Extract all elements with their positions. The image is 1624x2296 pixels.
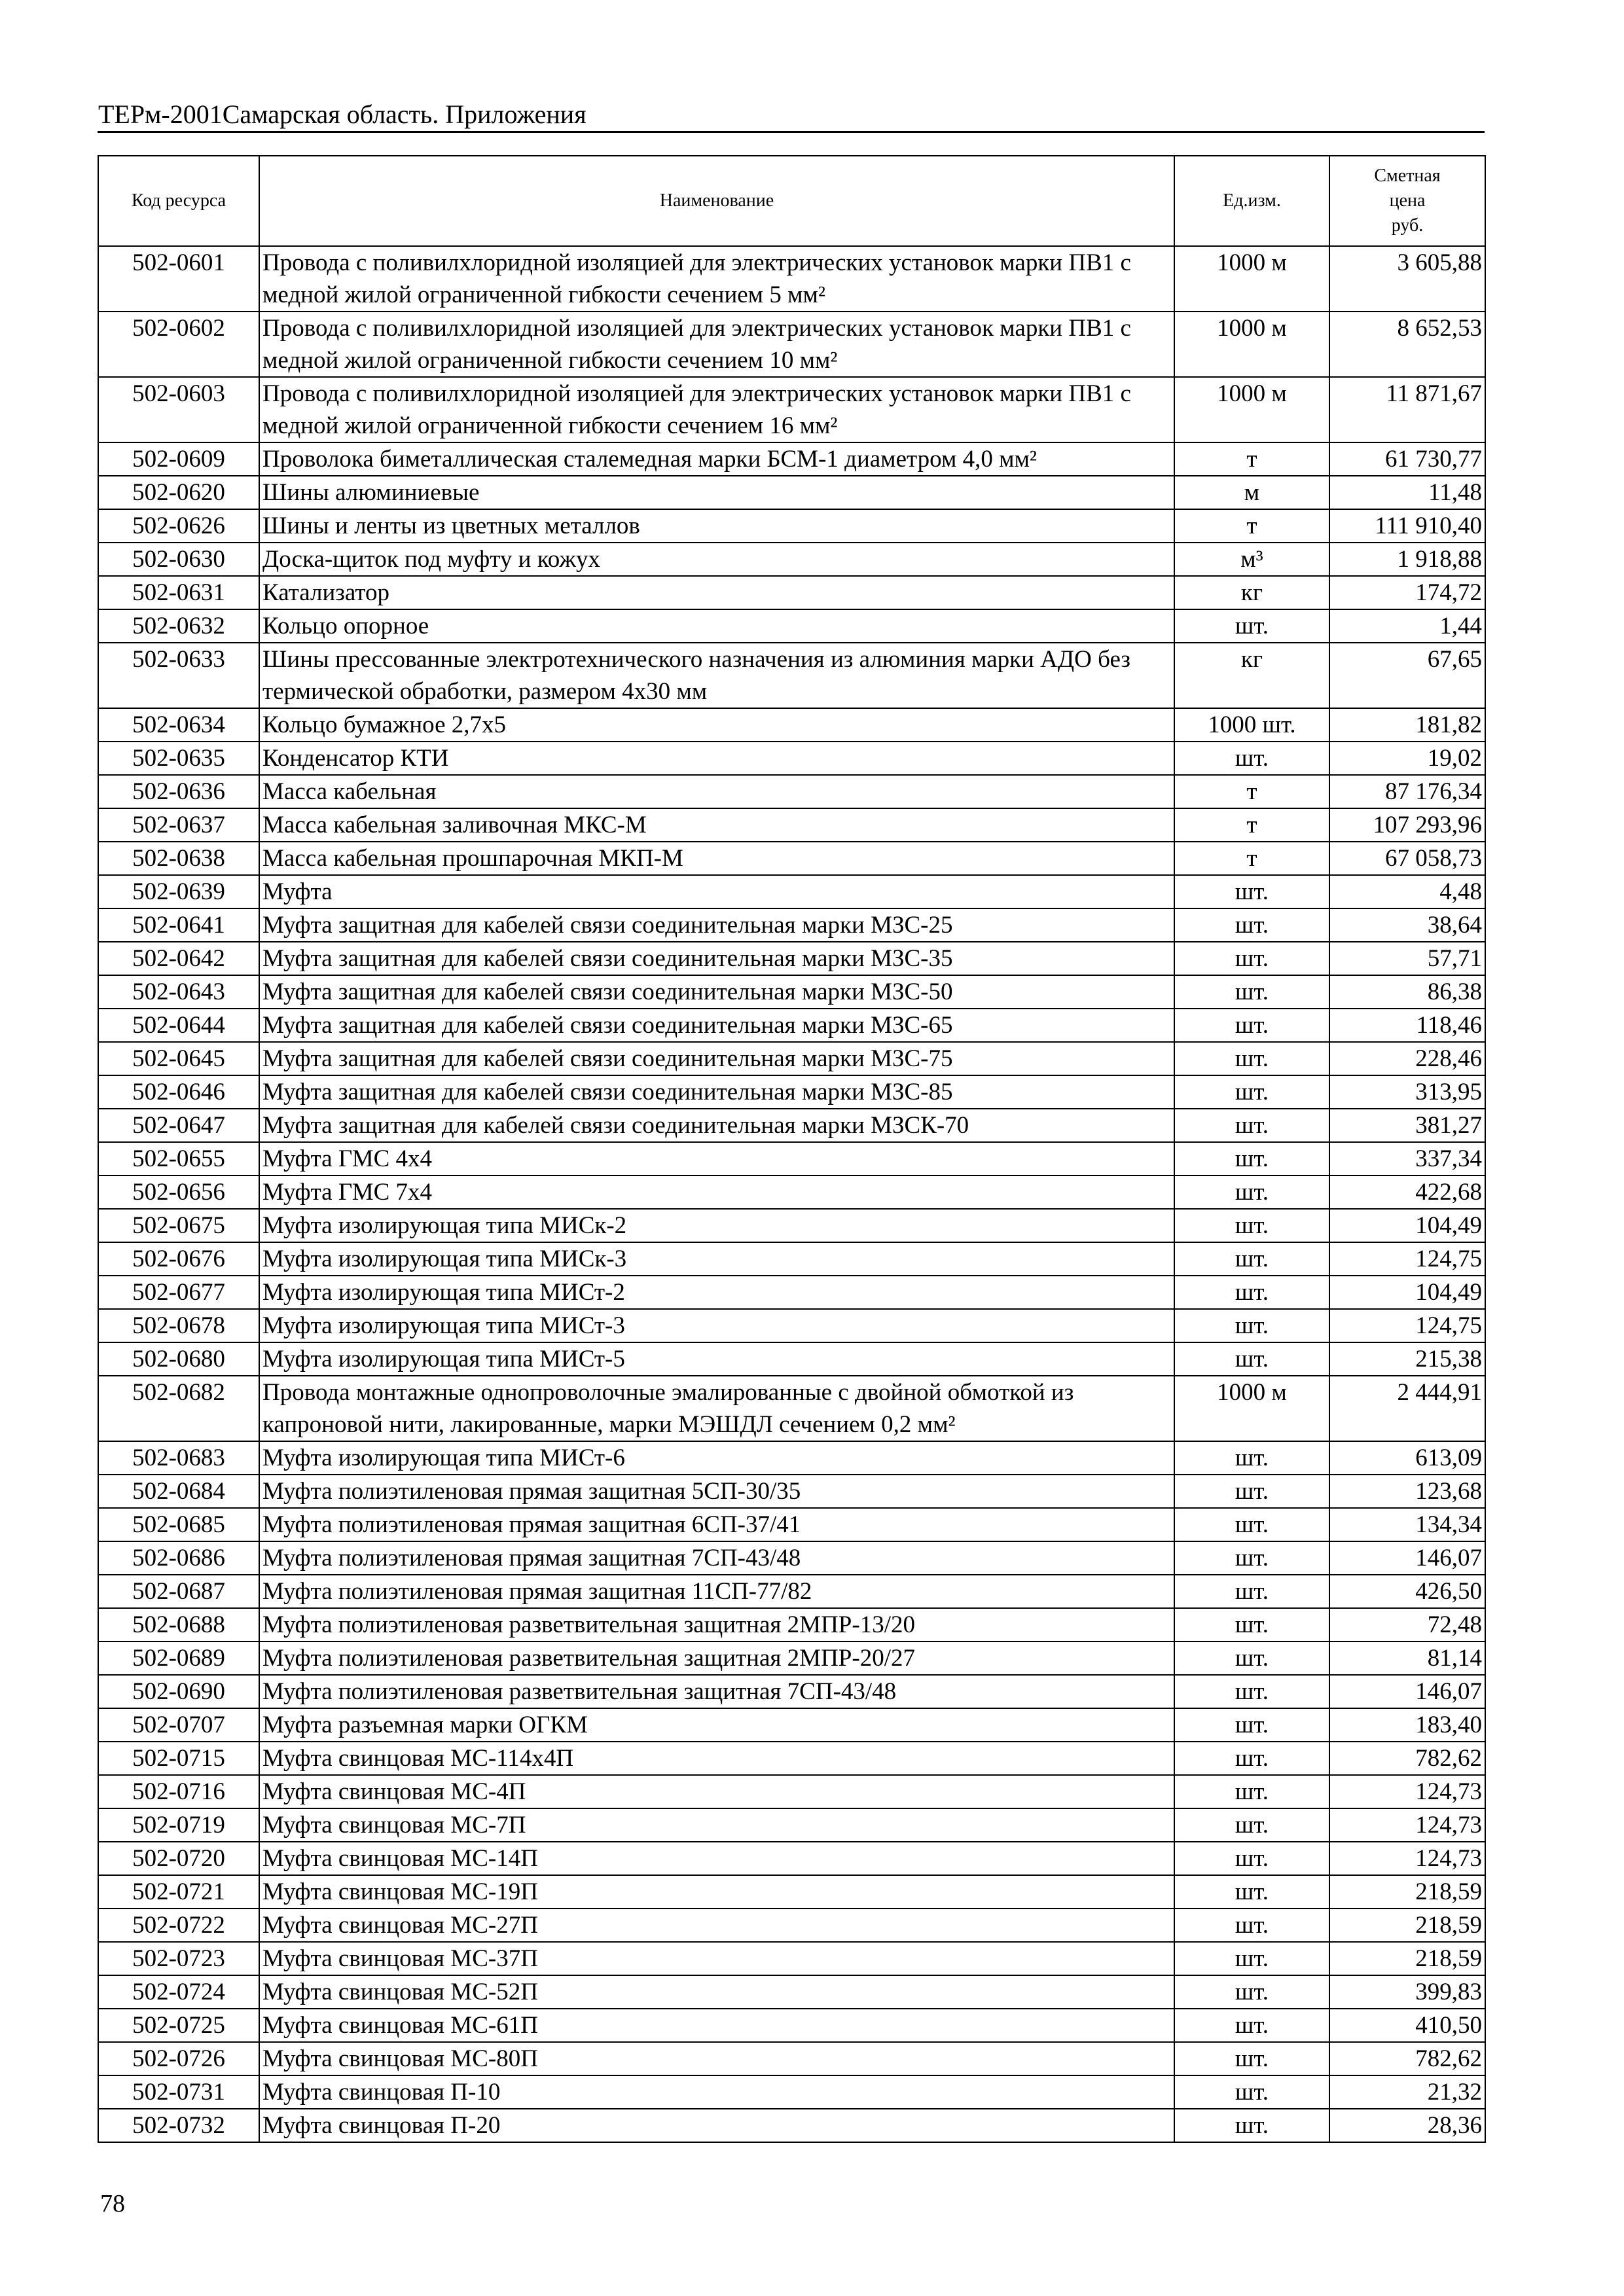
cell-code: 502-0602 xyxy=(98,312,259,377)
cell-name: Муфта свинцовая МС-114х4П xyxy=(259,1742,1174,1775)
cell-code: 502-0724 xyxy=(98,1975,259,2009)
col-header-price xyxy=(1329,156,1485,246)
table-body xyxy=(98,246,1485,2142)
cell-unit: шт. xyxy=(1174,1975,1329,2009)
cell-unit: шт. xyxy=(1174,1441,1329,1475)
cell-unit: кг xyxy=(1174,643,1329,708)
cell-unit: шт. xyxy=(1174,1541,1329,1575)
cell-price: 67,65 xyxy=(1329,643,1485,708)
cell-code: 502-0636 xyxy=(98,775,259,808)
table-row xyxy=(98,1641,1485,1675)
cell-unit: т xyxy=(1174,775,1329,808)
cell-unit: шт. xyxy=(1174,742,1329,775)
cell-price: 218,59 xyxy=(1329,1942,1485,1975)
table-row xyxy=(98,742,1485,775)
cell-code: 502-0630 xyxy=(98,543,259,576)
cell-price: 134,34 xyxy=(1329,1508,1485,1541)
cell-price: 72,48 xyxy=(1329,1608,1485,1641)
cell-unit: м xyxy=(1174,476,1329,509)
cell-price: 86,38 xyxy=(1329,975,1485,1009)
cell-code: 502-0722 xyxy=(98,1909,259,1942)
cell-unit: шт. xyxy=(1174,1742,1329,1775)
cell-code: 502-0707 xyxy=(98,1708,259,1742)
cell-unit: шт. xyxy=(1174,2042,1329,2075)
cell-code: 502-0731 xyxy=(98,2075,259,2109)
cell-price: 124,75 xyxy=(1329,1242,1485,1276)
cell-code: 502-0626 xyxy=(98,509,259,543)
cell-name: Муфта свинцовая МС-80П xyxy=(259,2042,1174,2075)
cell-code: 502-0721 xyxy=(98,1875,259,1909)
cell-price: 124,75 xyxy=(1329,1309,1485,1342)
cell-name: Муфта полиэтиленовая разветвительная защитная 2МПР-20/27 xyxy=(259,1641,1174,1675)
col-header-price-line3: руб. xyxy=(1391,215,1424,236)
cell-unit: т xyxy=(1174,842,1329,875)
cell-code: 502-0633 xyxy=(98,643,259,708)
table-row xyxy=(98,1508,1485,1541)
cell-name: Муфта изолирующая типа МИСк-3 xyxy=(259,1242,1174,1276)
cell-code: 502-0726 xyxy=(98,2042,259,2075)
table-row xyxy=(98,543,1485,576)
cell-unit: шт. xyxy=(1174,1142,1329,1175)
cell-name: Шины алюминиевые xyxy=(259,476,1174,509)
cell-price: 782,62 xyxy=(1329,1742,1485,1775)
page-number: 78 xyxy=(100,2190,125,2217)
cell-code: 502-0637 xyxy=(98,808,259,842)
table-row xyxy=(98,708,1485,742)
cell-name: Муфта свинцовая МС-14П xyxy=(259,1842,1174,1875)
cell-price: 337,34 xyxy=(1329,1142,1485,1175)
cell-code: 502-0720 xyxy=(98,1842,259,1875)
cell-name: Провода с поливилхлоридной изоляцией для электрических установок марки ПВ1 с медной жилой ограниченной гибкости сечением 16 мм² xyxy=(259,377,1174,442)
table-row xyxy=(98,1575,1485,1608)
cell-price: 118,46 xyxy=(1329,1009,1485,1042)
cell-code: 502-0631 xyxy=(98,576,259,609)
cell-name: Муфта свинцовая П-20 xyxy=(259,2109,1174,2142)
cell-code: 502-0643 xyxy=(98,975,259,1009)
cell-name: Муфта защитная для кабелей связи соединительная марки МЗС-35 xyxy=(259,942,1174,975)
cell-code: 502-0683 xyxy=(98,1441,259,1475)
table-row xyxy=(98,1009,1485,1042)
cell-unit: т xyxy=(1174,509,1329,543)
cell-code: 502-0601 xyxy=(98,246,259,312)
cell-name: Провода монтажные однопроволочные эмалированные с двойной обмоткой из капроновой нити, лакированные, марки МЭШДЛ сечением 0,2 мм² xyxy=(259,1376,1174,1441)
cell-unit: шт. xyxy=(1174,1875,1329,1909)
cell-unit: шт. xyxy=(1174,1175,1329,1209)
cell-name: Муфта ГМС 7х4 xyxy=(259,1175,1174,1209)
cell-price: 104,49 xyxy=(1329,1276,1485,1309)
cell-code: 502-0638 xyxy=(98,842,259,875)
header-rule xyxy=(98,131,1485,133)
cell-price: 11,48 xyxy=(1329,476,1485,509)
cell-unit: шт. xyxy=(1174,942,1329,975)
cell-code: 502-0632 xyxy=(98,609,259,643)
cell-code: 502-0620 xyxy=(98,476,259,509)
table-row xyxy=(98,1541,1485,1575)
cell-name: Кольцо бумажное 2,7х5 xyxy=(259,708,1174,742)
cell-name: Муфта изолирующая типа МИСт-3 xyxy=(259,1309,1174,1342)
table-row xyxy=(98,1909,1485,1942)
cell-name: Муфта свинцовая МС-27П xyxy=(259,1909,1174,1942)
cell-code: 502-0656 xyxy=(98,1175,259,1209)
table-row xyxy=(98,1842,1485,1875)
cell-name: Муфта полиэтиленовая прямая защитная 6СП-37/41 xyxy=(259,1508,1174,1541)
cell-unit: шт. xyxy=(1174,1909,1329,1942)
cell-name: Катализатор xyxy=(259,576,1174,609)
cell-name: Муфта защитная для кабелей связи соединительная марки МЗС-85 xyxy=(259,1075,1174,1109)
table-row xyxy=(98,442,1485,476)
table-row xyxy=(98,1775,1485,1808)
cell-name: Муфта полиэтиленовая разветвительная защитная 2МПР-13/20 xyxy=(259,1608,1174,1641)
cell-code: 502-0732 xyxy=(98,2109,259,2142)
cell-name: Муфта свинцовая МС-4П xyxy=(259,1775,1174,1808)
cell-code: 502-0680 xyxy=(98,1342,259,1376)
cell-code: 502-0686 xyxy=(98,1541,259,1575)
cell-unit: шт. xyxy=(1174,1075,1329,1109)
cell-price: 1 918,88 xyxy=(1329,543,1485,576)
table-row xyxy=(98,942,1485,975)
cell-name: Муфта ГМС 4х4 xyxy=(259,1142,1174,1175)
cell-name: Провода с поливилхлоридной изоляцией для электрических установок марки ПВ1 с медной жилой ограниченной гибкости сечением 10 мм² xyxy=(259,312,1174,377)
cell-name: Доска-щиток под муфту и кожух xyxy=(259,543,1174,576)
cell-price: 123,68 xyxy=(1329,1475,1485,1508)
cell-name: Муфта защитная для кабелей связи соединительная марки МЗС-75 xyxy=(259,1042,1174,1075)
cell-code: 502-0676 xyxy=(98,1242,259,1276)
table-row xyxy=(98,1142,1485,1175)
cell-unit: шт. xyxy=(1174,2009,1329,2042)
cell-price: 381,27 xyxy=(1329,1109,1485,1142)
cell-price: 782,62 xyxy=(1329,2042,1485,2075)
cell-code: 502-0647 xyxy=(98,1109,259,1142)
cell-price: 81,14 xyxy=(1329,1641,1485,1675)
cell-price: 399,83 xyxy=(1329,1975,1485,2009)
cell-unit: шт. xyxy=(1174,1942,1329,1975)
table-row xyxy=(98,1975,1485,2009)
table-row xyxy=(98,775,1485,808)
table-row xyxy=(98,509,1485,543)
table-row xyxy=(98,2009,1485,2042)
cell-name: Муфта свинцовая МС-7П xyxy=(259,1808,1174,1842)
cell-unit: шт. xyxy=(1174,1276,1329,1309)
cell-price: 11 871,67 xyxy=(1329,377,1485,442)
cell-unit: шт. xyxy=(1174,1675,1329,1708)
table-row xyxy=(98,246,1485,312)
cell-price: 313,95 xyxy=(1329,1075,1485,1109)
cell-price: 1,44 xyxy=(1329,609,1485,643)
table-row xyxy=(98,1875,1485,1909)
cell-price: 228,46 xyxy=(1329,1042,1485,1075)
cell-code: 502-0688 xyxy=(98,1608,259,1641)
cell-price: 2 444,91 xyxy=(1329,1376,1485,1441)
cell-code: 502-0716 xyxy=(98,1775,259,1808)
cell-name: Муфта защитная для кабелей связи соединительная марки МЗС-25 xyxy=(259,908,1174,942)
col-header-price-line1: Сметная xyxy=(1374,166,1441,186)
cell-unit: шт. xyxy=(1174,1009,1329,1042)
cell-code: 502-0689 xyxy=(98,1641,259,1675)
cell-unit: шт. xyxy=(1174,1309,1329,1342)
cell-code: 502-0609 xyxy=(98,442,259,476)
cell-name: Конденсатор КТИ xyxy=(259,742,1174,775)
cell-unit: шт. xyxy=(1174,1042,1329,1075)
cell-price: 4,48 xyxy=(1329,875,1485,908)
cell-price: 87 176,34 xyxy=(1329,775,1485,808)
cell-unit: 1000 м xyxy=(1174,312,1329,377)
cell-price: 111 910,40 xyxy=(1329,509,1485,543)
cell-unit: т xyxy=(1174,442,1329,476)
cell-code: 502-0682 xyxy=(98,1376,259,1441)
cell-unit: шт. xyxy=(1174,1608,1329,1641)
cell-price: 426,50 xyxy=(1329,1575,1485,1608)
cell-code: 502-0603 xyxy=(98,377,259,442)
cell-unit: шт. xyxy=(1174,875,1329,908)
cell-unit: шт. xyxy=(1174,1109,1329,1142)
table-row xyxy=(98,643,1485,708)
cell-name: Муфта полиэтиленовая прямая защитная 5СП-30/35 xyxy=(259,1475,1174,1508)
cell-price: 67 058,73 xyxy=(1329,842,1485,875)
cell-price: 107 293,96 xyxy=(1329,808,1485,842)
cell-code: 502-0644 xyxy=(98,1009,259,1042)
table-row xyxy=(98,576,1485,609)
cell-price: 38,64 xyxy=(1329,908,1485,942)
table-row xyxy=(98,1742,1485,1775)
cell-code: 502-0687 xyxy=(98,1575,259,1608)
table-row xyxy=(98,1309,1485,1342)
cell-name: Масса кабельная заливочная МКС-М xyxy=(259,808,1174,842)
cell-unit: шт. xyxy=(1174,2109,1329,2142)
table-row xyxy=(98,1376,1485,1441)
cell-name: Муфта свинцовая МС-19П xyxy=(259,1875,1174,1909)
table-row xyxy=(98,808,1485,842)
cell-unit: 1000 м xyxy=(1174,377,1329,442)
cell-name: Муфта защитная для кабелей связи соединительная марки МЗС-50 xyxy=(259,975,1174,1009)
cell-price: 146,07 xyxy=(1329,1675,1485,1708)
cell-name: Муфта полиэтиленовая прямая защитная 7СП-43/48 xyxy=(259,1541,1174,1575)
cell-price: 410,50 xyxy=(1329,2009,1485,2042)
table-row xyxy=(98,2075,1485,2109)
cell-name: Муфта полиэтиленовая разветвительная защитная 7СП-43/48 xyxy=(259,1675,1174,1708)
table-row xyxy=(98,377,1485,442)
cell-code: 502-0725 xyxy=(98,2009,259,2042)
table-row xyxy=(98,1475,1485,1508)
cell-price: 19,02 xyxy=(1329,742,1485,775)
cell-name: Шины прессованные электротехнического назначения из алюминия марки АДО без термической обработки, размером 4х30 мм xyxy=(259,643,1174,708)
cell-name: Муфта защитная для кабелей связи соединительная марки МЗСК-70 xyxy=(259,1109,1174,1142)
cell-code: 502-0675 xyxy=(98,1209,259,1242)
cell-name: Масса кабельная прошпарочная МКП-М xyxy=(259,842,1174,875)
cell-name: Масса кабельная xyxy=(259,775,1174,808)
cell-price: 28,36 xyxy=(1329,2109,1485,2142)
cell-name: Муфта свинцовая П-10 xyxy=(259,2075,1174,2109)
table-row xyxy=(98,1109,1485,1142)
cell-price: 215,38 xyxy=(1329,1342,1485,1376)
cell-price: 124,73 xyxy=(1329,1808,1485,1842)
table-row xyxy=(98,312,1485,377)
table-row xyxy=(98,975,1485,1009)
cell-code: 502-0677 xyxy=(98,1276,259,1309)
table-row xyxy=(98,842,1485,875)
cell-unit: шт. xyxy=(1174,609,1329,643)
cell-code: 502-0639 xyxy=(98,875,259,908)
table-row xyxy=(98,1441,1485,1475)
cell-name: Муфта полиэтиленовая прямая защитная 11СП-77/82 xyxy=(259,1575,1174,1608)
cell-name: Муфта разъемная марки ОГКМ xyxy=(259,1708,1174,1742)
cell-unit: шт. xyxy=(1174,1475,1329,1508)
table-row xyxy=(98,1242,1485,1276)
cell-name: Муфта изолирующая типа МИСт-2 xyxy=(259,1276,1174,1309)
cell-name: Шины и ленты из цветных металлов xyxy=(259,509,1174,543)
col-header-price-line2: цена xyxy=(1389,190,1426,211)
cell-name: Муфта защитная для кабелей связи соединительная марки МЗС-65 xyxy=(259,1009,1174,1042)
resource-price-table xyxy=(98,155,1486,2143)
table-row xyxy=(98,1209,1485,1242)
cell-unit: 1000 шт. xyxy=(1174,708,1329,742)
table-header-row xyxy=(98,156,1485,246)
cell-price: 181,82 xyxy=(1329,708,1485,742)
table-row xyxy=(98,609,1485,643)
cell-price: 3 605,88 xyxy=(1329,246,1485,312)
cell-code: 502-0690 xyxy=(98,1675,259,1708)
cell-code: 502-0678 xyxy=(98,1309,259,1342)
cell-price: 174,72 xyxy=(1329,576,1485,609)
cell-price: 124,73 xyxy=(1329,1775,1485,1808)
table-row xyxy=(98,908,1485,942)
cell-name: Муфта xyxy=(259,875,1174,908)
cell-price: 124,73 xyxy=(1329,1842,1485,1875)
table-row xyxy=(98,1808,1485,1842)
cell-unit: шт. xyxy=(1174,908,1329,942)
col-header-code: Код ресурса xyxy=(98,156,259,246)
table-row xyxy=(98,2042,1485,2075)
cell-code: 502-0646 xyxy=(98,1075,259,1109)
running-header: ТЕРм-2001Самарская область. Приложения xyxy=(98,99,586,129)
cell-unit: шт. xyxy=(1174,1641,1329,1675)
col-header-name: Наименование xyxy=(259,156,1174,246)
table-row xyxy=(98,1608,1485,1641)
cell-name: Муфта свинцовая МС-52П xyxy=(259,1975,1174,2009)
cell-price: 61 730,77 xyxy=(1329,442,1485,476)
cell-unit: шт. xyxy=(1174,1508,1329,1541)
cell-name: Муфта изолирующая типа МИСт-6 xyxy=(259,1441,1174,1475)
cell-price: 218,59 xyxy=(1329,1909,1485,1942)
cell-price: 8 652,53 xyxy=(1329,312,1485,377)
table-row xyxy=(98,476,1485,509)
cell-unit: шт. xyxy=(1174,2075,1329,2109)
table-row xyxy=(98,1042,1485,1075)
cell-code: 502-0642 xyxy=(98,942,259,975)
table-row xyxy=(98,1175,1485,1209)
cell-code: 502-0715 xyxy=(98,1742,259,1775)
cell-name: Муфта свинцовая МС-37П xyxy=(259,1942,1174,1975)
cell-unit: шт. xyxy=(1174,1708,1329,1742)
cell-unit: шт. xyxy=(1174,1209,1329,1242)
cell-unit: шт. xyxy=(1174,1342,1329,1376)
cell-unit: шт. xyxy=(1174,1775,1329,1808)
cell-price: 183,40 xyxy=(1329,1708,1485,1742)
cell-unit: шт. xyxy=(1174,1842,1329,1875)
cell-unit: 1000 м xyxy=(1174,1376,1329,1441)
cell-price: 613,09 xyxy=(1329,1441,1485,1475)
cell-name: Проволока биметаллическая сталемедная марки БСМ-1 диаметром 4,0 мм² xyxy=(259,442,1174,476)
cell-unit: шт. xyxy=(1174,1242,1329,1276)
cell-name: Муфта изолирующая типа МИСт-5 xyxy=(259,1342,1174,1376)
cell-unit: шт. xyxy=(1174,1808,1329,1842)
table-row xyxy=(98,1075,1485,1109)
table-row xyxy=(98,1942,1485,1975)
cell-price: 21,32 xyxy=(1329,2075,1485,2109)
table-row xyxy=(98,1342,1485,1376)
cell-name: Муфта свинцовая МС-61П xyxy=(259,2009,1174,2042)
cell-unit: кг xyxy=(1174,576,1329,609)
cell-code: 502-0645 xyxy=(98,1042,259,1075)
cell-unit: шт. xyxy=(1174,1575,1329,1608)
cell-name: Провода с поливилхлоридной изоляцией для электрических установок марки ПВ1 с медной жилой ограниченной гибкости сечением 5 мм² xyxy=(259,246,1174,312)
table-row xyxy=(98,875,1485,908)
cell-code: 502-0719 xyxy=(98,1808,259,1842)
table-row xyxy=(98,2109,1485,2142)
cell-price: 146,07 xyxy=(1329,1541,1485,1575)
cell-price: 104,49 xyxy=(1329,1209,1485,1242)
cell-price: 218,59 xyxy=(1329,1875,1485,1909)
cell-code: 502-0634 xyxy=(98,708,259,742)
cell-unit: т xyxy=(1174,808,1329,842)
cell-code: 502-0635 xyxy=(98,742,259,775)
cell-price: 422,68 xyxy=(1329,1175,1485,1209)
col-header-unit: Ед.изм. xyxy=(1174,156,1329,246)
cell-unit: 1000 м xyxy=(1174,246,1329,312)
cell-code: 502-0655 xyxy=(98,1142,259,1175)
table-row xyxy=(98,1708,1485,1742)
cell-code: 502-0641 xyxy=(98,908,259,942)
cell-code: 502-0684 xyxy=(98,1475,259,1508)
table-row xyxy=(98,1276,1485,1309)
cell-unit: м³ xyxy=(1174,543,1329,576)
cell-price: 57,71 xyxy=(1329,942,1485,975)
cell-unit: шт. xyxy=(1174,975,1329,1009)
cell-name: Муфта изолирующая типа МИСк-2 xyxy=(259,1209,1174,1242)
cell-code: 502-0723 xyxy=(98,1942,259,1975)
table-row xyxy=(98,1675,1485,1708)
cell-code: 502-0685 xyxy=(98,1508,259,1541)
cell-name: Кольцо опорное xyxy=(259,609,1174,643)
